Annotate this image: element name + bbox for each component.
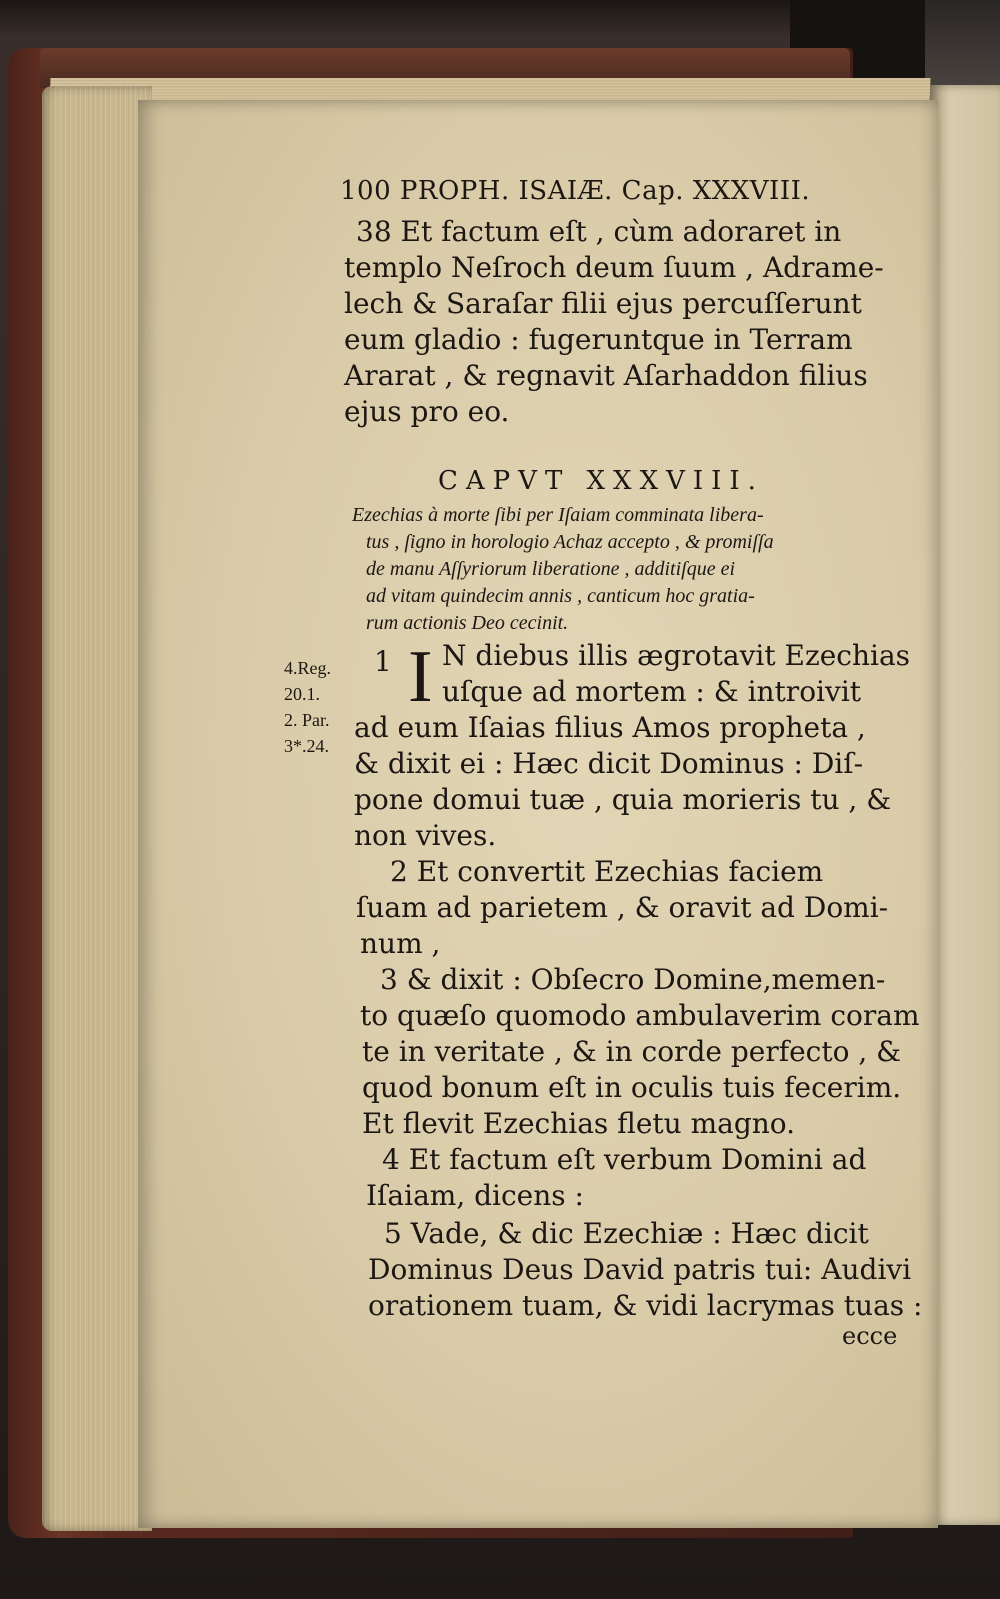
verse-1-line-1: N diebus illis ægrotavit Ezechias [442, 639, 911, 672]
verse-38-line-6: ejus pro eo. [344, 395, 510, 428]
verse-text-line-1: 2 Et convertit Ezechias faciem [390, 855, 824, 888]
verse-1-number: 1 [374, 645, 392, 678]
drop-cap: I [408, 636, 433, 718]
verse-1-line-5: pone domui tuæ , quia morieris tu , & [354, 783, 892, 816]
verse-text-line-11: 5 Vade, & dic Ezechiæ : Hæc dicit [384, 1217, 869, 1250]
margin-ref-4: 3*.24. [284, 736, 329, 756]
verse-text-line-4: 3 & dixit : Obſecro Domine,memen- [380, 963, 886, 996]
verse-text-line-8: Et flevit Ezechias fletu magno. [362, 1107, 796, 1140]
verse-text-line-5: to quæſo quomodo ambulaverim coram [360, 999, 920, 1032]
verse-text-line-2: ſuam ad parietem , & oravit ad Domi- [356, 891, 889, 924]
catchword: ecce [842, 1322, 898, 1350]
verse-text-line-9: 4 Et factum eſt verbum Domini ad [382, 1143, 867, 1176]
right-cover-edge [925, 0, 1000, 90]
summary-line-2: tus , ſigno in horologio Achaz accepto , & promiſſa [366, 531, 774, 553]
verse-text-line-7: quod bonum eſt in oculis tuis fecerim. [362, 1071, 902, 1104]
verse-38-line-1: 38 Et factum eſt , cùm adoraret in [356, 215, 842, 248]
margin-ref-2: 20.1. [284, 684, 320, 704]
verse-38-line-5: Ararat , & regnavit Aſarhaddon filius [344, 359, 868, 392]
margin-ref-1: 4.Reg. [284, 658, 331, 678]
running-header [340, 176, 810, 206]
running-title: PROPH. ISAIÆ. Cap. XXXVIII. [399, 176, 811, 206]
verse-1-line-4: & dixit ei : Hæc dicit Dominus : Diſ- [354, 747, 864, 780]
margin-ref-3: 2. Par. [284, 710, 330, 730]
verse-1-line-6: non vives. [354, 819, 497, 852]
verse-text-line-12: Dominus Deus David patris tui: Audivi [368, 1253, 912, 1286]
chapter-title: CAPVT XXXVIII. [438, 466, 764, 496]
summary-line-1: Ezechias à morte ſibi per Iſaiam comminata libera- [352, 504, 764, 526]
summary-line-5: rum actionis Deo cecinit. [366, 612, 569, 634]
page-number: 100 [340, 176, 392, 206]
verse-text-line-3: num , [360, 927, 441, 960]
summary-line-3: de manu Aſſyriorum liberatione , additiſque ei [366, 558, 736, 580]
page-edges-left [42, 86, 152, 1531]
summary-line-4: ad vitam quindecim annis , canticum hoc gratia- [366, 585, 755, 607]
verse-38-line-3: lech & Saraſar filii ejus percuſſerunt [344, 287, 862, 320]
verse-1-line-2: uſque ad mortem : & introivit [442, 675, 862, 708]
verse-text-line-6: te in veritate , & in corde perfecto , & [362, 1035, 902, 1068]
facing-page-edge [930, 85, 1000, 1525]
verse-38-line-4: eum gladio : fugeruntque in Terram [344, 323, 853, 356]
background-top [0, 0, 790, 40]
verse-text-line-10: Iſaiam, dicens : [366, 1179, 584, 1212]
verse-1-line-3: ad eum Iſaias filius Amos propheta , [354, 711, 866, 744]
verse-text-line-13: orationem tuam, & vidi lacrymas tuas : [368, 1289, 923, 1322]
verse-38-line-2: templo Neſroch deum ſuum , Adrame- [344, 251, 884, 284]
